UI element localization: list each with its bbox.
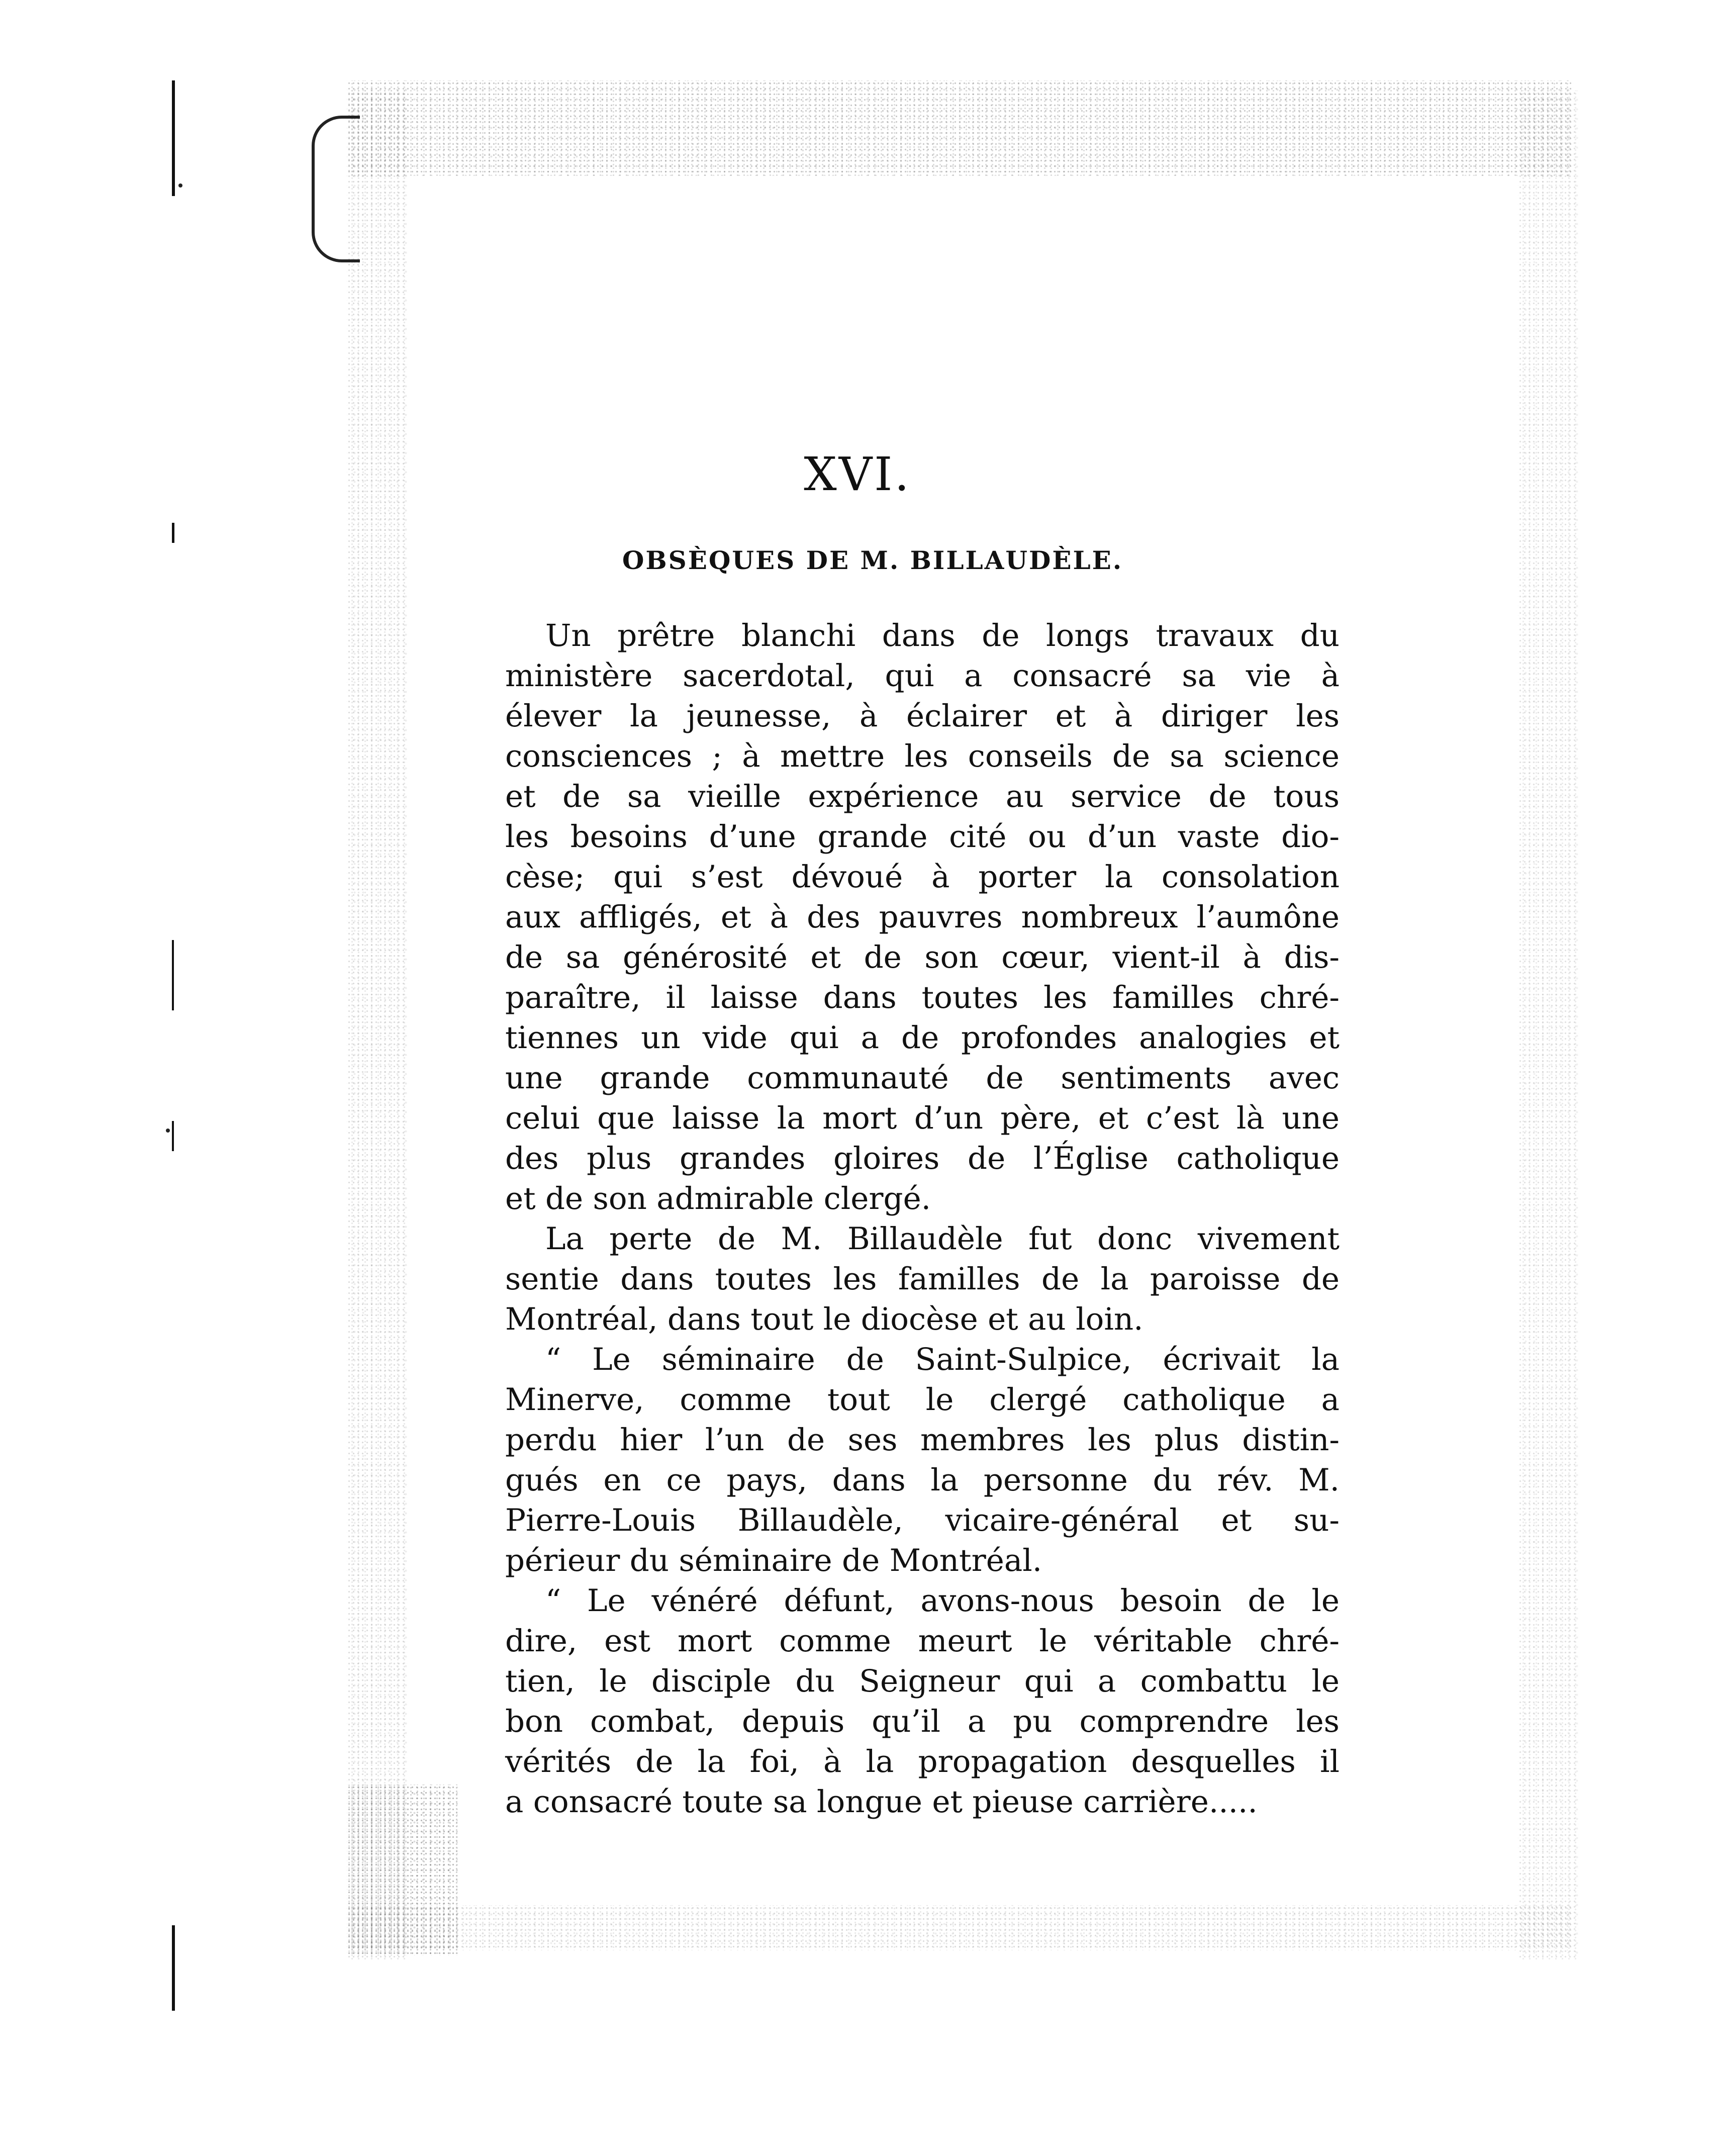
margin-mark (166, 1129, 170, 1133)
text-line: élever la jeunesse, à éclairer et à diriger les (505, 698, 1340, 734)
text-line: ministère sacerdotal, qui a consacré sa vie à (505, 658, 1340, 694)
text-line: gués en ce pays, dans la personne du rév. M. (505, 1462, 1340, 1498)
text-line: vérités de la foi, à la propagation desquelles il (505, 1744, 1340, 1779)
text-line: “ Le vénéré défunt, avons-nous besoin de le (545, 1583, 1340, 1619)
scan-noise-left (347, 90, 407, 1960)
binding-margin-line (172, 523, 174, 543)
chapter-number: XVI. (804, 447, 911, 501)
text-line: les besoins d’une grande cité ou d’un vaste dio- (505, 819, 1340, 855)
text-line: celui que laisse la mort d’un père, et c’est là une (505, 1100, 1340, 1136)
text-line: paraître, il laisse dans toutes les familles chré- (505, 980, 1340, 1015)
scan-noise-corner (347, 1785, 457, 1955)
text-line: et de sa vieille expérience au service de tous (505, 779, 1340, 814)
text-line: et de son admirable clergé. (505, 1181, 931, 1216)
text-line: tien, le disciple du Seigneur qui a combattu le (505, 1663, 1340, 1699)
text-line: de sa générosité et de son cœur, vient-il à dis- (505, 940, 1340, 975)
text-line: tiennes un vide qui a de profondes analogies et (505, 1020, 1340, 1056)
text-line: bon combat, depuis qu’il a pu comprendre les (505, 1704, 1340, 1739)
text-line: des plus grandes gloires de l’Église catholique (505, 1141, 1340, 1176)
margin-mark (178, 183, 182, 188)
text-line: consciences ; à mettre les conseils de sa science (505, 738, 1340, 774)
binding-margin-line (172, 1925, 175, 2011)
text-line: périeur du séminaire de Montréal. (505, 1543, 1042, 1578)
text-line: aux affligés, et à des pauvres nombreux l’aumône (505, 899, 1340, 935)
text-line: dire, est mort comme meurt le véritable chré- (505, 1623, 1340, 1659)
scan-noise-bottom (347, 1905, 1573, 1950)
scan-noise-top (347, 80, 1573, 176)
binding-margin-line (172, 80, 175, 196)
binding-margin-line (172, 940, 174, 1010)
binding-margin-line (172, 1121, 174, 1151)
text-line: “ Le séminaire de Saint-Sulpice, écrivait la (545, 1342, 1340, 1377)
text-line: perdu hier l’un de ses membres les plus distin- (505, 1422, 1340, 1458)
chapter-title: OBSÈQUES DE M. BILLAUDÈLE. (622, 545, 1123, 575)
text-line: une grande communauté de sentiments avec (505, 1060, 1340, 1096)
text-line: Montréal, dans tout le diocèse et au loin. (505, 1301, 1144, 1337)
text-line: La perte de M. Billaudèle fut donc vivement (545, 1221, 1340, 1257)
text-line: sentie dans toutes les familles de la paroisse de (505, 1261, 1340, 1297)
text-line: a consacré toute sa longue et pieuse carrière..... (505, 1784, 1258, 1820)
text-line: Minerve, comme tout le clergé catholique a (505, 1382, 1340, 1418)
margin-bracket-mark (312, 116, 360, 262)
text-line: Pierre-Louis Billaudèle, vicaire-général et su- (505, 1503, 1340, 1538)
scan-noise-right (1518, 90, 1578, 1960)
text-line: cèse; qui s’est dévoué à porter la consolation (505, 859, 1340, 895)
text-line: Un prêtre blanchi dans de longs travaux du (545, 618, 1340, 653)
body-text (505, 616, 1340, 1822)
